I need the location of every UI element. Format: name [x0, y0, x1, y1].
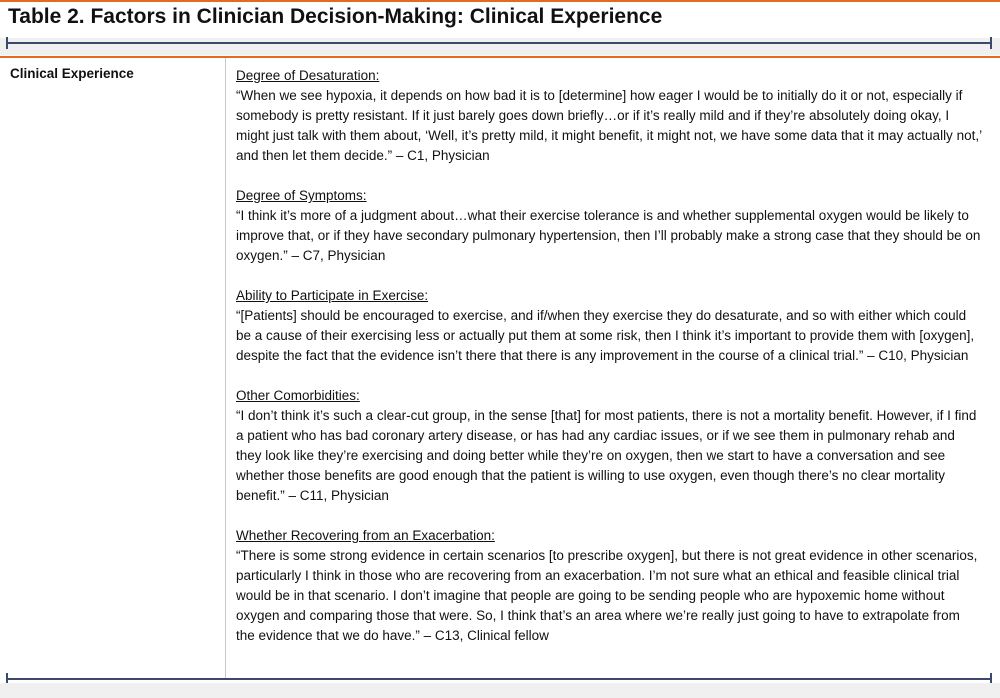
- factor-heading: Whether Recovering from an Exacerbation:: [236, 528, 495, 543]
- factor-exercise: [236, 286, 982, 366]
- factor-quote: “When we see hypoxia, it depends on how bad it is to [determine] how eager I would be to initially do it or not, especially if somebody is pretty resistant. If it just barely goes down briefly…or if it’s really mild and if they’re absolutely doing okay, I might just talk with them about, ‘Well, it’s pretty mild, it might benefit, it might not, we have some data that it may actually not,’ and then let them decide.” – C1, Physician: [236, 88, 982, 163]
- row-label: Clinical Experience: [10, 66, 134, 81]
- title-band: [0, 38, 1000, 55]
- factor-quote: “I don’t think it’s such a clear-cut group, in the sense [that] for most patients, there is not a mortality benefit. However, if I find a patient who has bad coronary artery disease, or has had any cardiac issues, or if we see them in pulmonary rehab and they look like they’re exercising and doing better while they’re on oxygen, then we start to have a conversation and see whether those benefits are good enough that the patient is willing to use oxygen, even though there’s no clear mortality benefit.” – C11, Physician: [236, 408, 977, 503]
- factor-quote: “[Patients] should be encouraged to exercise, and if/when they exercise they do desaturate, and so with either which could be a cause of their exercising less or actually put them at some risk, then I think it’s important to provide them with [oxygen], despite the fact that the evidence isn’t there that there is any improvement in the course of a clinical trial.” – C10, Physician: [236, 308, 975, 363]
- factor-heading: Degree of Desaturation:: [236, 68, 380, 83]
- factor-heading: Degree of Symptoms:: [236, 188, 367, 203]
- factor-heading: Other Comorbidities:: [236, 388, 360, 403]
- column-divider: [225, 58, 226, 678]
- factor-heading: Ability to Participate in Exercise:: [236, 288, 429, 303]
- bottom-navy-bar: [6, 678, 992, 680]
- top-navy-bar: [6, 42, 992, 44]
- factors-table: [0, 58, 1000, 678]
- factor-symptoms: [236, 186, 982, 266]
- factor-quote: “I think it’s more of a judgment about…what their exercise tolerance is and whether supplemental oxygen would be likely to improve that, or if they have secondary pulmonary hypertension, then I’ll probably make a strong case that they should be on oxygen.” – C7, Physician: [236, 208, 981, 263]
- factors-content: [236, 66, 982, 666]
- factor-desaturation: [236, 66, 982, 166]
- factor-comorbidities: [236, 386, 982, 506]
- factor-quote: “There is some strong evidence in certain scenarios [to prescribe oxygen], but there is not great evidence in other scenarios, particularly I think in those who are recovering from an exacerbation. I’m not sure what an ethical and feasible clinical trial would be in that scenario. I don’t imagine that people are going to be sending people who are hypoxemic home without oxygen and comparing those that were. So, I think that’s an area where we’re really just going to have to extrapolate from the evidence that we do have.” – C13, Clinical fellow: [236, 548, 978, 643]
- table-title: Table 2. Factors in Clinician Decision-Making: Clinical Experience: [8, 5, 663, 28]
- top-accent-rule: [0, 0, 1000, 2]
- factor-exacerbation: [236, 526, 982, 646]
- footer-band: [0, 683, 1000, 698]
